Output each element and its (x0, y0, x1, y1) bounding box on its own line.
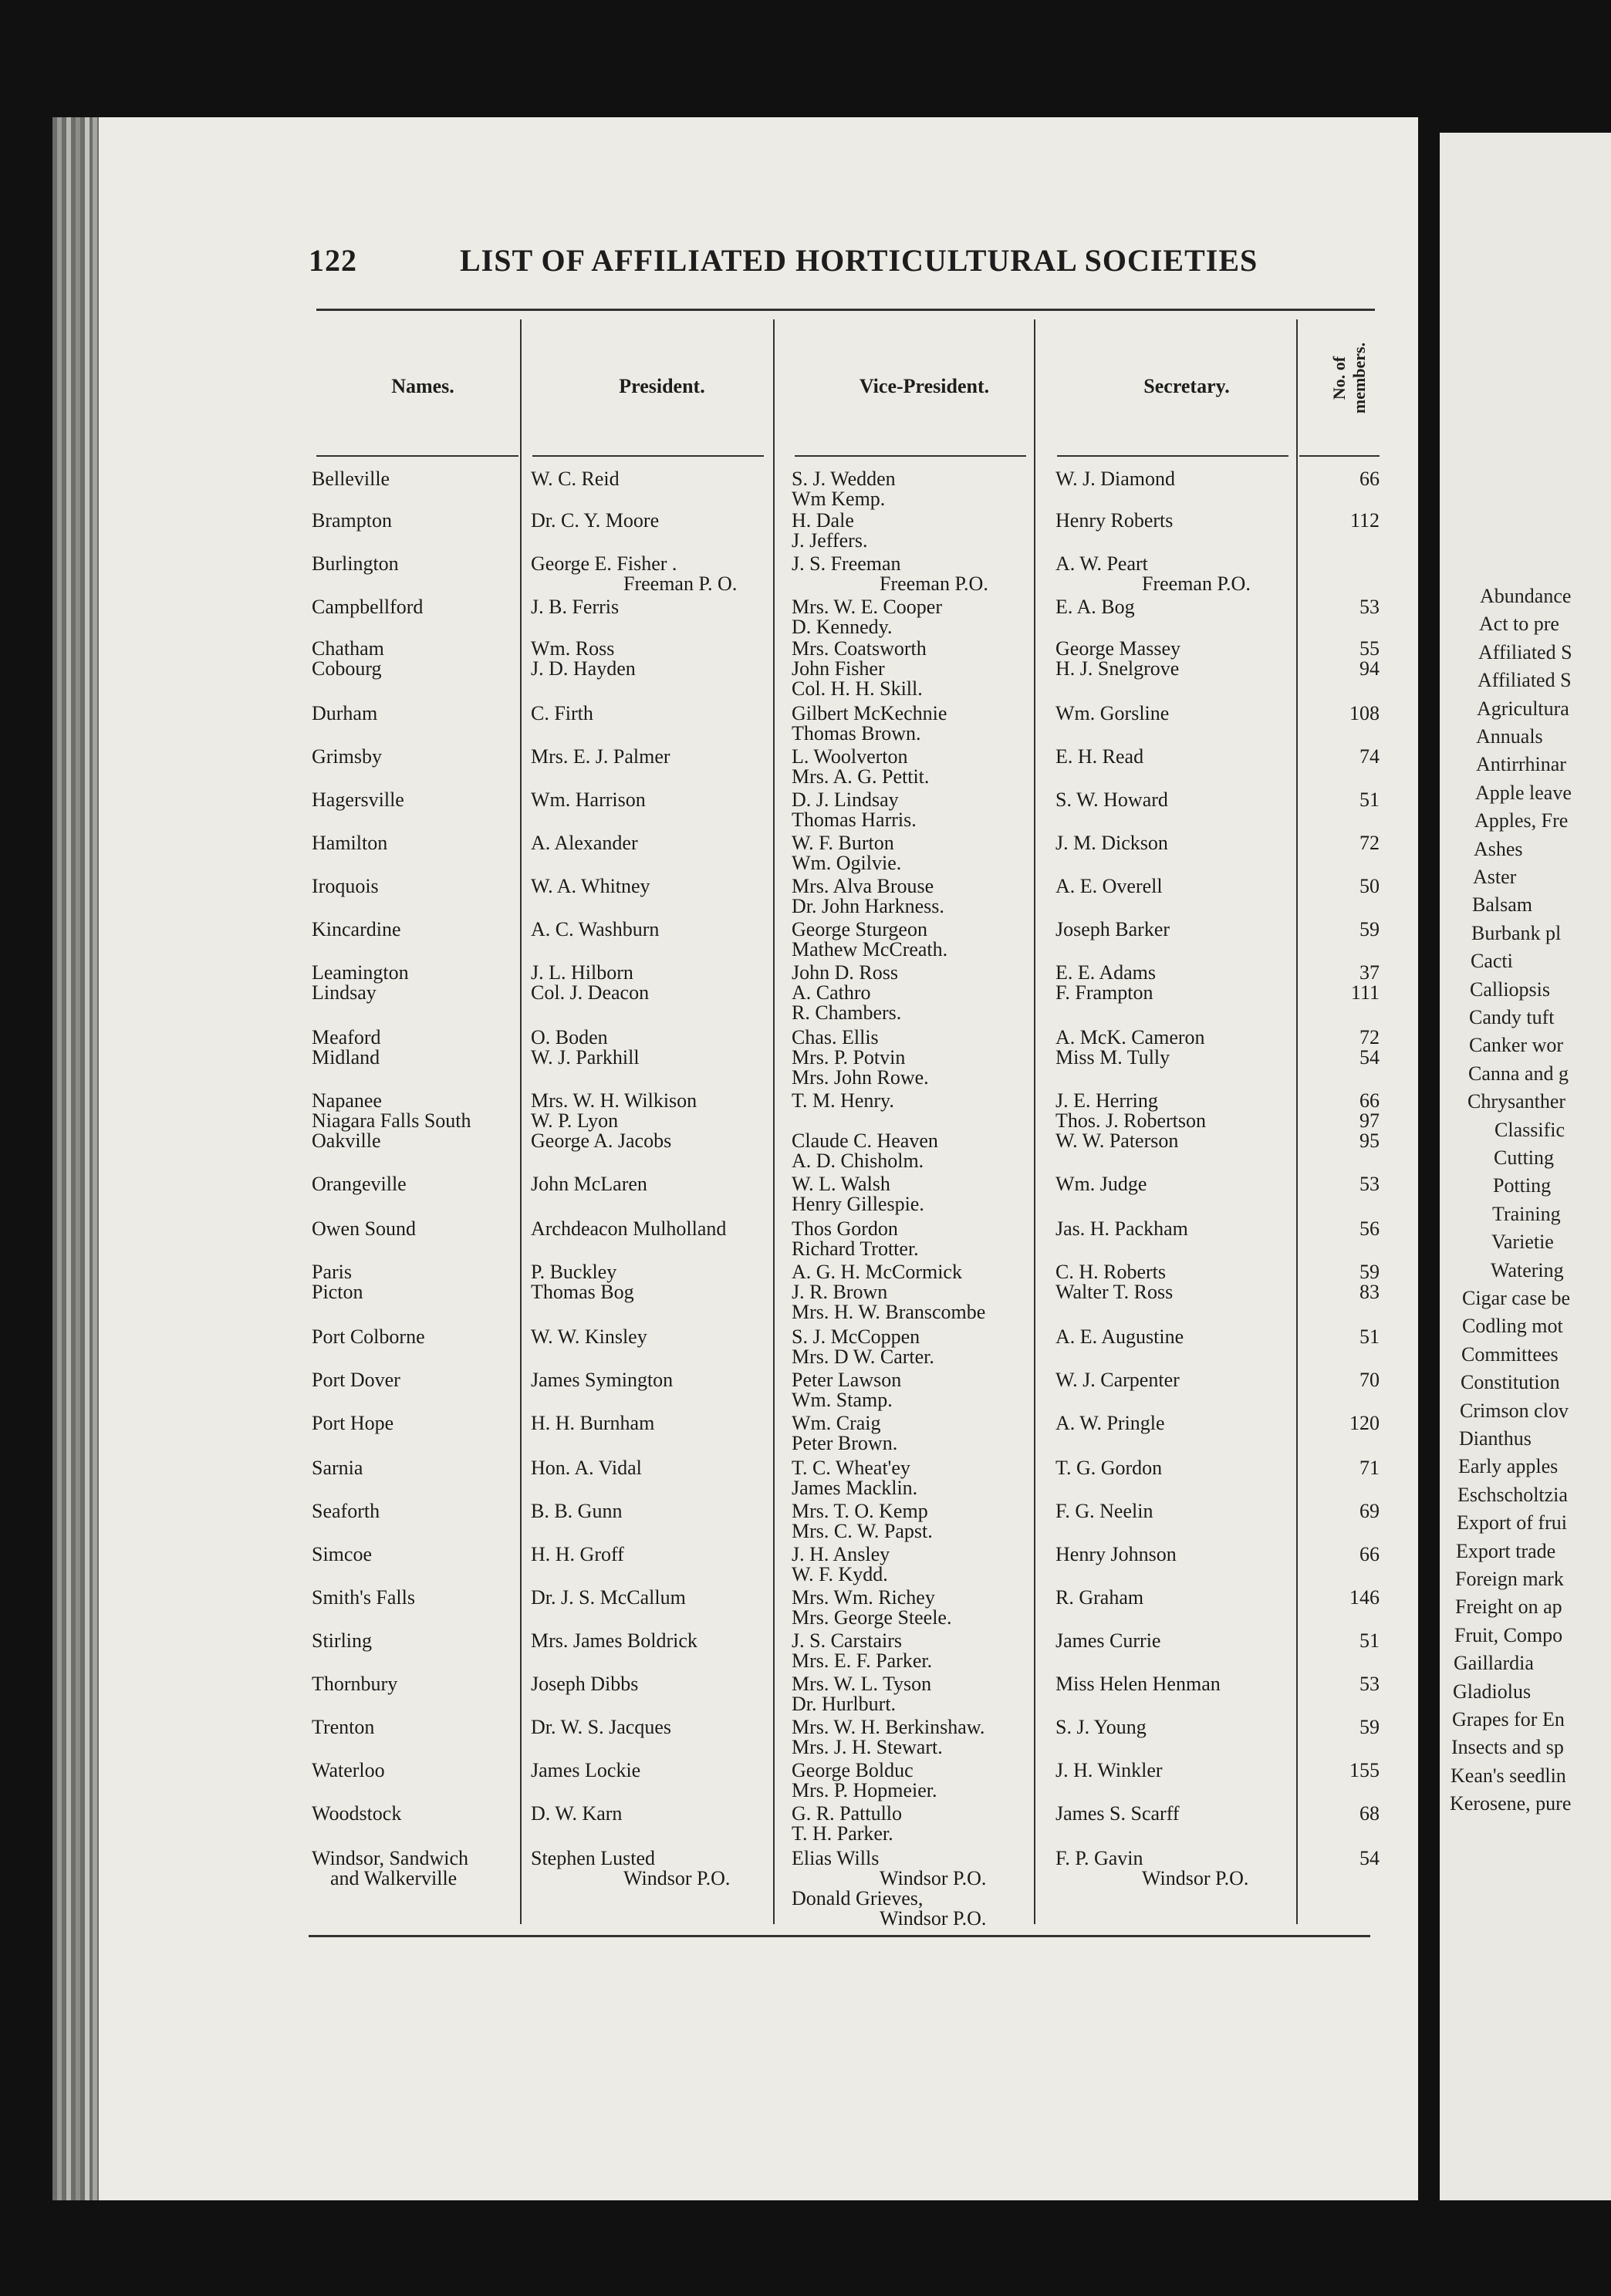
index-entry: Apples, Fre (1474, 809, 1569, 832)
column-header-members: No. of members. (1329, 342, 1369, 414)
index-entry: Insects and sp (1451, 1736, 1564, 1759)
index-entry: Annuals (1476, 725, 1543, 748)
president-name: James Symington (531, 1369, 674, 1391)
member-count: 120 (1349, 1412, 1380, 1434)
member-count: 59 (1359, 1261, 1380, 1283)
index-entry: Calliopsis (1470, 977, 1551, 1001)
index-entry: Grapes for En (1452, 1708, 1565, 1730)
vice-president-name: T. C. Wheat'ey (792, 1457, 910, 1479)
vice-president-name: W. L. Walsh (792, 1173, 890, 1195)
society-name: Leamington (312, 961, 409, 984)
vice-president-name: Peter Lawson (792, 1369, 902, 1391)
vice-president-name: Mrs. John Rowe. (792, 1066, 929, 1089)
vice-president-name: Mrs. J. H. Stewart. (792, 1736, 943, 1758)
vice-president-name: J. S. Carstairs (792, 1629, 902, 1652)
member-count: 50 (1359, 875, 1380, 897)
column-header-secretary: Secretary. (1143, 375, 1230, 397)
president-name: Archdeacon Mulholland (531, 1217, 727, 1240)
society-name: Woodstock (312, 1802, 402, 1825)
president-name: H. H. Groff (531, 1543, 624, 1565)
president-name: James Lockie (531, 1759, 641, 1781)
vice-president-name: G. R. Pattullo (792, 1802, 903, 1825)
member-count: 83 (1359, 1281, 1380, 1303)
secretary-name: Henry Johnson (1055, 1543, 1177, 1565)
secretary-name: Miss Helen Henman (1055, 1673, 1221, 1695)
index-entry: Codling mot (1462, 1315, 1563, 1338)
vice-president-name: Mrs. T. O. Kemp (792, 1500, 928, 1522)
secretary-name: Windsor P.O. (1142, 1867, 1249, 1889)
column-rule (1034, 319, 1035, 1924)
vice-president-name: Mrs. W. H. Berkinshaw. (792, 1716, 985, 1738)
column-header-names: Names. (391, 375, 454, 397)
vice-president-name: Mrs. E. F. Parker. (792, 1649, 933, 1672)
member-count: 94 (1359, 657, 1380, 680)
secretary-name: A. E. Augustine (1055, 1325, 1184, 1348)
president-name: W. J. Parkhill (531, 1046, 640, 1069)
president-name: Wm. Harrison (531, 788, 646, 811)
member-count: 71 (1359, 1457, 1380, 1479)
secretary-name: W. J. Carpenter (1055, 1369, 1180, 1391)
member-count: 53 (1359, 1173, 1380, 1195)
vice-president-name: Windsor P.O. (880, 1867, 987, 1889)
index-entry: Cigar case be (1462, 1287, 1571, 1309)
index-entry: Affiliated S (1478, 669, 1572, 692)
header-underline (1299, 455, 1380, 457)
index-entry: Canker wor (1469, 1034, 1564, 1057)
society-name: Simcoe (312, 1543, 372, 1565)
president-name: George A. Jacobs (531, 1129, 672, 1152)
society-name: Napanee (312, 1089, 382, 1112)
president-name: W. P. Lyon (531, 1109, 619, 1132)
secretary-name: J. H. Winkler (1055, 1759, 1163, 1781)
secretary-name: W. W. Paterson (1055, 1129, 1179, 1152)
society-name: Port Hope (312, 1412, 394, 1434)
president-name: Mrs. W. H. Wilkison (531, 1089, 697, 1112)
secretary-name: S. W. Howard (1055, 788, 1168, 811)
secretary-name: James Currie (1055, 1629, 1161, 1652)
index-entry: Affiliated S (1478, 640, 1572, 663)
member-count: 111 (1350, 981, 1380, 1004)
society-name: Meaford (312, 1026, 381, 1048)
member-count: 54 (1359, 1847, 1380, 1869)
vice-president-name: Richard Trotter. (792, 1237, 919, 1260)
president-name: J. D. Hayden (531, 657, 636, 680)
vice-president-name: Windsor P.O. (880, 1907, 987, 1930)
secretary-name: J. E. Herring (1055, 1089, 1158, 1112)
vice-president-name: Mrs. A. G. Pettit. (792, 765, 930, 788)
president-name: O. Boden (531, 1026, 608, 1048)
society-name: Brampton (312, 509, 392, 532)
president-name: Dr. C. Y. Moore (531, 509, 660, 532)
secretary-name: Wm. Judge (1055, 1173, 1147, 1195)
society-name: Niagara Falls South (312, 1109, 471, 1132)
member-count: 66 (1359, 1089, 1380, 1112)
president-name: Hon. A. Vidal (531, 1457, 642, 1479)
vice-president-name: Dr. John Harkness. (792, 895, 944, 917)
society-name: Windsor, Sandwich (312, 1847, 468, 1869)
secretary-name: R. Graham (1055, 1586, 1144, 1609)
secretary-name: James S. Scarff (1055, 1802, 1180, 1825)
member-count: 74 (1359, 745, 1380, 768)
vice-president-name: W. F. Burton (792, 832, 894, 854)
index-entry: Canna and g (1468, 1062, 1569, 1085)
society-name: Campbellford (312, 596, 424, 618)
bottom-rule (309, 1935, 1370, 1937)
index-entry: Gaillardia (1454, 1652, 1534, 1675)
vice-president-name: John Fisher (792, 657, 885, 680)
vice-president-name: A. D. Chisholm. (792, 1150, 924, 1172)
header-underline (316, 455, 518, 457)
society-name: Belleville (312, 468, 390, 490)
president-name: W. W. Kinsley (531, 1325, 647, 1348)
vice-president-name: S. J. Wedden (792, 468, 896, 490)
president-name: Wm. Ross (531, 637, 615, 660)
society-name: Chatham (312, 637, 384, 660)
vice-president-name: Mrs. C. W. Papst. (792, 1520, 933, 1542)
member-count: 51 (1359, 788, 1380, 811)
vice-president-name: Mrs. Wm. Richey (792, 1586, 935, 1609)
index-entry: Apple leave (1475, 781, 1572, 804)
secretary-name: E. A. Bog (1055, 596, 1135, 618)
vice-president-name: Peter Brown. (792, 1432, 898, 1454)
vice-president-name: S. J. McCoppen (792, 1325, 920, 1348)
index-entry: Training (1492, 1202, 1561, 1225)
society-name: Cobourg (312, 657, 382, 680)
vice-president-name: Gilbert McKechnie (792, 702, 947, 724)
society-name: Sarnia (312, 1457, 363, 1479)
index-entry: Agricultura (1477, 697, 1569, 720)
society-name: Burlington (312, 552, 399, 575)
member-count: 72 (1359, 832, 1380, 854)
member-count: 53 (1359, 596, 1380, 618)
secretary-name: A. McK. Cameron (1055, 1026, 1205, 1048)
member-count: 95 (1359, 1129, 1380, 1152)
society-name: Grimsby (312, 745, 382, 768)
vice-president-name: Wm Kemp. (792, 488, 886, 510)
index-entry: Freight on ap (1455, 1595, 1562, 1619)
column-rule (1296, 319, 1298, 1924)
president-name: George E. Fisher . (531, 552, 677, 575)
society-name: Durham (312, 702, 378, 724)
secretary-name: W. J. Diamond (1055, 468, 1176, 490)
society-name: Thornbury (312, 1673, 398, 1695)
president-name: Col. J. Deacon (531, 981, 650, 1004)
vice-president-name: Mrs. P. Hopmeier. (792, 1779, 937, 1801)
society-name: Oakville (312, 1129, 381, 1152)
secretary-name: F. P. Gavin (1055, 1847, 1143, 1869)
society-name: Port Dover (312, 1369, 400, 1391)
president-name: Dr. J. S. McCallum (531, 1586, 686, 1609)
index-entry: Kerosene, pure (1450, 1792, 1572, 1815)
index-entry: Kean's seedlin (1451, 1764, 1566, 1787)
secretary-name: S. J. Young (1055, 1716, 1147, 1738)
index-entry: Ashes (1474, 837, 1523, 860)
society-name: Port Colborne (312, 1325, 425, 1348)
secretary-name: H. J. Snelgrove (1055, 657, 1180, 680)
vice-president-name: T. H. Parker. (792, 1822, 893, 1845)
secretary-name: A. E. Overell (1055, 875, 1163, 897)
index-entry: Watering (1491, 1258, 1564, 1281)
secretary-name: Miss M. Tully (1055, 1046, 1170, 1069)
secretary-name: George Massey (1055, 637, 1180, 660)
president-name: Mrs. James Boldrick (531, 1629, 697, 1652)
vice-president-name: Claude C. Heaven (792, 1129, 938, 1152)
vice-president-name: H. Dale (792, 509, 854, 532)
member-count: 59 (1359, 1716, 1380, 1738)
president-name: A. C. Washburn (531, 918, 660, 940)
index-entry: Fruit, Compo (1454, 1623, 1563, 1646)
president-name: Thomas Bog (531, 1281, 634, 1303)
vice-president-name: Donald Grieves, (792, 1887, 924, 1909)
society-name: Trenton (312, 1716, 375, 1738)
vice-president-name: George Sturgeon (792, 918, 927, 940)
society-name: Picton (312, 1281, 363, 1303)
column-rule (520, 319, 522, 1924)
vice-president-name: John D. Ross (792, 961, 898, 984)
top-rule (316, 309, 1375, 311)
vice-president-name: J. S. Freeman (792, 552, 901, 575)
vice-president-name: Thomas Brown. (792, 722, 921, 745)
index-entry: Export trade (1456, 1539, 1556, 1562)
index-entry: Committees (1461, 1342, 1559, 1366)
president-name: J. B. Ferris (531, 596, 620, 618)
vice-president-name: W. F. Kydd. (792, 1563, 888, 1585)
vice-president-name: D. J. Lindsay (792, 788, 899, 811)
member-count: 70 (1359, 1369, 1380, 1391)
member-count: 54 (1359, 1046, 1380, 1069)
vice-president-name: R. Chambers. (792, 1001, 902, 1024)
president-name: Mrs. E. J. Palmer (531, 745, 670, 768)
secretary-name: Wm. Gorsline (1055, 702, 1170, 724)
member-count: 53 (1359, 1673, 1380, 1695)
vice-president-name: James Macklin. (792, 1477, 918, 1499)
president-name: W. A. Whitney (531, 875, 650, 897)
secretary-name: Walter T. Ross (1055, 1281, 1174, 1303)
vice-president-name: Dr. Hurlburt. (792, 1693, 897, 1715)
index-entry: Candy tuft (1469, 1006, 1555, 1028)
society-name: Lindsay (312, 981, 377, 1004)
secretary-name: T. G. Gordon (1055, 1457, 1163, 1479)
president-name: B. B. Gunn (531, 1500, 623, 1522)
index-entry: Abundance (1480, 585, 1572, 607)
index-entry: Potting (1493, 1174, 1552, 1197)
president-name: Dr. W. S. Jacques (531, 1716, 671, 1738)
secretary-name: A. W. Pringle (1055, 1412, 1165, 1434)
society-name-line2: and Walkerville (330, 1867, 458, 1889)
vice-president-name: Elias Wills (792, 1847, 880, 1869)
vice-president-name: T. M. Henry. (792, 1089, 894, 1112)
society-name: Midland (312, 1046, 380, 1069)
president-name: D. W. Karn (531, 1802, 623, 1825)
society-name: Owen Sound (312, 1217, 417, 1240)
index-entry: Cutting (1494, 1146, 1555, 1169)
secretary-name: Jas. H. Packham (1055, 1217, 1188, 1240)
vice-president-name: Wm. Craig (792, 1412, 881, 1434)
society-name: Iroquois (312, 875, 379, 897)
society-name: Waterloo (312, 1759, 385, 1781)
index-entry: Burbank pl (1471, 921, 1562, 944)
society-name: Smith's Falls (312, 1586, 415, 1609)
secretary-name: Freeman P.O. (1142, 572, 1251, 595)
president-name: John McLaren (531, 1173, 647, 1195)
secretary-name: F. G. Neelin (1055, 1500, 1153, 1522)
secretary-name: A. W. Peart (1055, 552, 1148, 575)
vice-president-name: Mrs. Coatsworth (792, 637, 927, 660)
secretary-name: Joseph Barker (1055, 918, 1170, 940)
index-entry: Eschscholtzia (1457, 1483, 1568, 1506)
member-count: 66 (1359, 468, 1380, 490)
member-count: 37 (1359, 961, 1380, 984)
president-address: Freeman P. O. (623, 572, 738, 595)
vice-president-name: Mrs. W. L. Tyson (792, 1673, 932, 1695)
index-entry: Foreign mark (1455, 1568, 1564, 1590)
vice-president-name: Chas. Ellis (792, 1026, 879, 1048)
secretary-name: J. M. Dickson (1055, 832, 1168, 854)
society-name: Seaforth (312, 1500, 380, 1522)
vice-president-name: Mrs. W. E. Cooper (792, 596, 942, 618)
president-name: C. Firth (531, 702, 593, 724)
member-count: 155 (1349, 1759, 1380, 1781)
index-entry: Antirrhinar (1476, 753, 1566, 776)
index-entry: Cacti (1471, 950, 1513, 973)
vice-president-name: D. Kennedy. (792, 616, 893, 638)
member-count: 112 (1349, 509, 1380, 532)
member-count: 72 (1359, 1026, 1380, 1048)
index-entry: Early apples (1458, 1455, 1559, 1478)
index-entry: Crimson clov (1460, 1399, 1569, 1422)
vice-president-name: Wm. Ogilvie. (792, 852, 902, 874)
member-count: 69 (1359, 1500, 1380, 1522)
header-underline (795, 455, 1026, 457)
index-entry: Varietie (1491, 1231, 1554, 1254)
society-name: Hamilton (312, 832, 388, 854)
society-name: Paris (312, 1261, 352, 1283)
society-name: Stirling (312, 1629, 373, 1652)
society-name: Hagersville (312, 788, 404, 811)
vice-president-name: Col. H. H. Skill. (792, 677, 923, 700)
header-underline (1057, 455, 1288, 457)
header-underline (532, 455, 764, 457)
president-name: A. Alexander (531, 832, 638, 854)
index-entry: Dianthus (1459, 1427, 1532, 1450)
member-count: 97 (1359, 1109, 1380, 1132)
president-name: Stephen Lusted (531, 1847, 656, 1869)
vice-president-name: L. Woolverton (792, 745, 908, 768)
index-entry: Classific (1494, 1118, 1565, 1141)
vice-president-name: A. G. H. McCormick (792, 1261, 962, 1283)
president-name: P. Buckley (531, 1261, 617, 1283)
member-count: 66 (1359, 1543, 1380, 1565)
column-rule (773, 319, 775, 1924)
society-name: Kincardine (312, 918, 401, 940)
member-count: 51 (1359, 1629, 1380, 1652)
secretary-name: Thos. J. Robertson (1055, 1109, 1206, 1132)
index-entry: Chrysanther (1467, 1090, 1566, 1113)
vice-president-name: J. R. Brown (792, 1281, 888, 1303)
vice-president-name: J. H. Ansley (792, 1543, 890, 1565)
vice-president-name: George Bolduc (792, 1759, 914, 1781)
society-name: Orangeville (312, 1173, 407, 1195)
president-address: Windsor P.O. (623, 1867, 731, 1889)
facing-index-page (1440, 133, 1611, 2200)
vice-president-name: Mrs. P. Potvin (792, 1046, 906, 1069)
vice-president-name: Mrs. D W. Carter. (792, 1346, 934, 1368)
index-entry: Balsam (1472, 893, 1532, 917)
member-count: 68 (1359, 1802, 1380, 1825)
member-count: 146 (1349, 1586, 1380, 1609)
vice-president-name: Thomas Harris. (792, 809, 917, 831)
vice-president-name: Thos Gordon (792, 1217, 898, 1240)
president-name: Joseph Dibbs (531, 1673, 639, 1695)
column-header-vice-president: Vice-President. (859, 375, 990, 397)
secretary-name: E. E. Adams (1055, 961, 1156, 984)
vice-president-name: Mathew McCreath. (792, 938, 948, 961)
secretary-name: Henry Roberts (1055, 509, 1174, 532)
president-name: W. C. Reid (531, 468, 620, 490)
vice-president-name: J. Jeffers. (792, 529, 868, 552)
president-name: J. L. Hilborn (531, 961, 633, 984)
book-page (99, 117, 1418, 2200)
index-entry: Export of frui (1457, 1511, 1567, 1535)
page-number: 122 (309, 243, 357, 278)
secretary-name: E. H. Read (1055, 745, 1144, 768)
vice-president-name: Mrs. George Steele. (792, 1606, 952, 1629)
president-name: H. H. Burnham (531, 1412, 655, 1434)
index-entry: Act to pre (1479, 613, 1559, 636)
page-title: LIST OF AFFILIATED HORTICULTURAL SOCIETIES (460, 243, 1258, 278)
member-count: 55 (1359, 637, 1380, 660)
member-count: 51 (1359, 1325, 1380, 1348)
vice-president-name: Freeman P.O. (880, 572, 988, 595)
page-edges (52, 117, 99, 2200)
member-count: 108 (1349, 702, 1380, 724)
index-entry: Aster (1473, 866, 1517, 888)
secretary-name: C. H. Roberts (1055, 1261, 1166, 1283)
index-entry: Constitution (1461, 1371, 1560, 1394)
secretary-name: F. Frampton (1055, 981, 1153, 1004)
vice-president-name: Mrs. Alva Brouse (792, 875, 934, 897)
vice-president-name: A. Cathro (792, 981, 871, 1004)
member-count: 56 (1359, 1217, 1380, 1240)
member-count: 59 (1359, 918, 1380, 940)
vice-president-name: Wm. Stamp. (792, 1389, 893, 1411)
column-header-president: President. (619, 375, 705, 397)
index-entry: Gladiolus (1453, 1680, 1532, 1703)
vice-president-name: Mrs. H. W. Branscombe (792, 1301, 986, 1323)
vice-president-name: Henry Gillespie. (792, 1193, 924, 1215)
